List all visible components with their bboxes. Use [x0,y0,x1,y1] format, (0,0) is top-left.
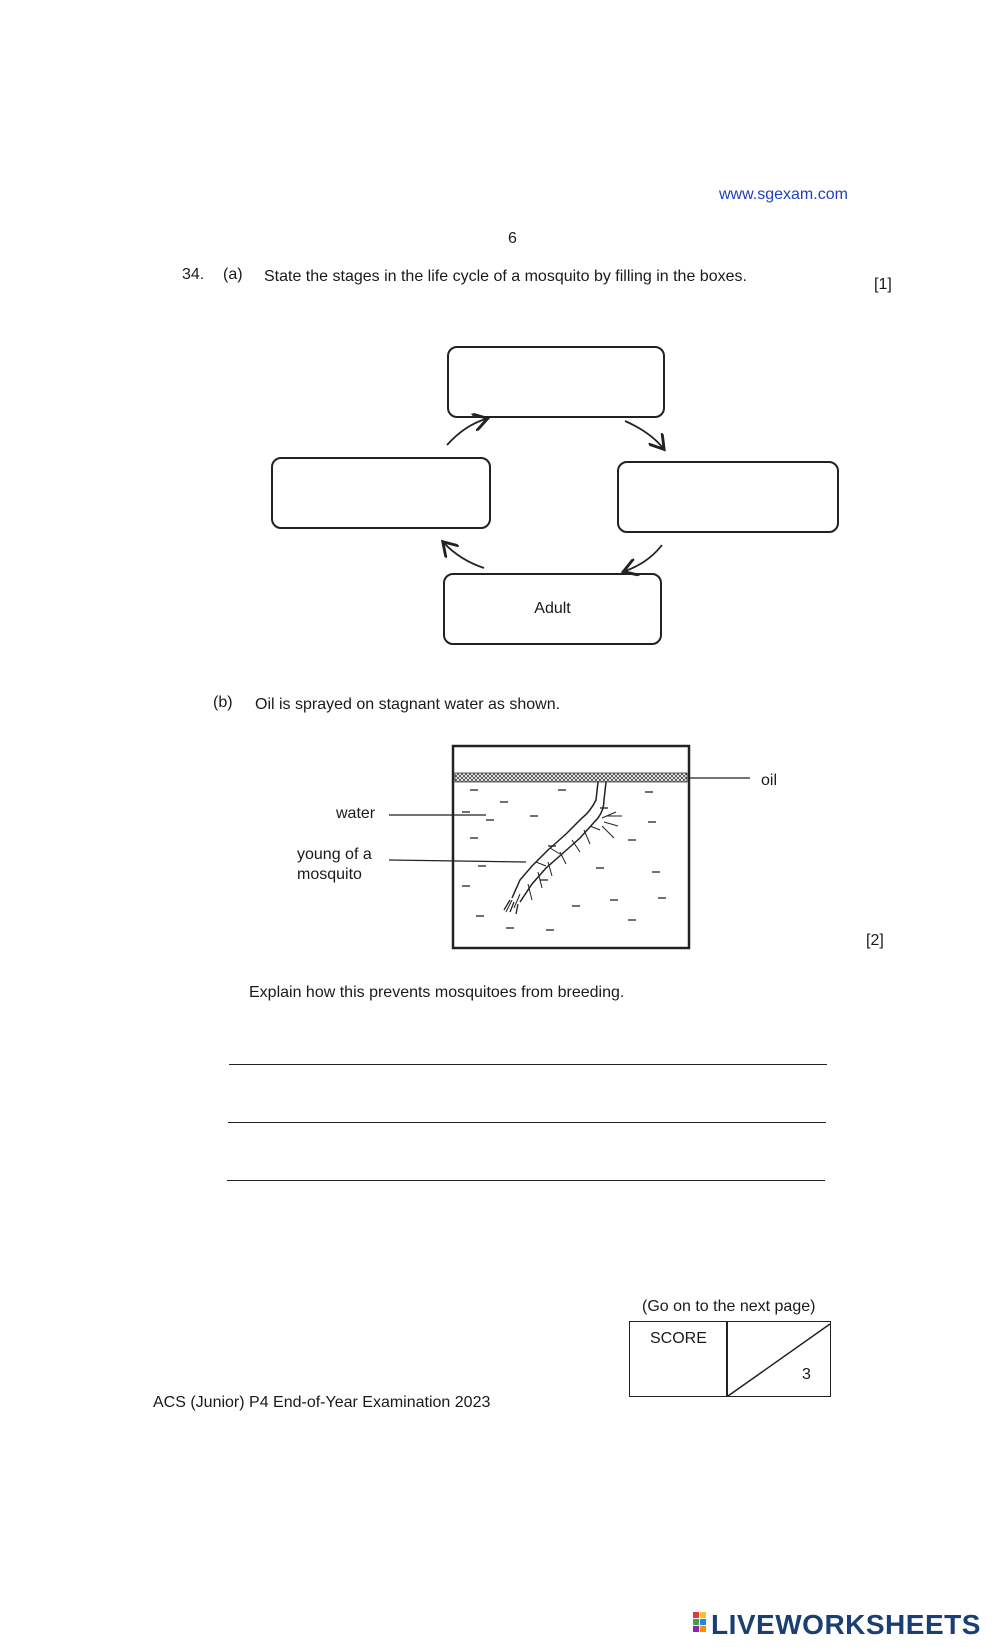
stage-label-adult: Adult [534,600,571,617]
part-a-marks: [1] [874,276,892,293]
part-b-label: (b) [213,694,233,711]
part-b-marks: [2] [866,932,884,949]
oil-layer [455,773,687,782]
answer-line-2[interactable] [228,1092,826,1123]
young-label-line1: young of a [297,846,372,863]
liveworksheets-logo-text: LIVEWORKSHEETS [711,1609,981,1640]
score-label: SCORE [650,1330,707,1347]
answer-line-3[interactable] [227,1150,825,1181]
score-total: 3 [802,1366,811,1383]
water-label: water [336,805,376,822]
page-number: 6 [508,230,517,247]
part-b-prompt: Explain how this prevents mosquitoes from breeding. [249,984,625,1001]
exam-title: ACS (Junior) P4 End-of-Year Examination 2023 [153,1394,491,1411]
young-label-line2: mosquito [297,866,362,883]
answer-line-1[interactable] [229,1034,827,1065]
oil-label: oil [761,772,778,789]
score-diagonal [630,1322,832,1398]
score-box [629,1321,831,1397]
go-on-text: (Go on to the next page) [642,1298,816,1315]
site-url: www.sgexam.com [719,186,848,203]
part-a-text: State the stages in the life cycle of a mosquito by filling in the boxes. [264,268,747,285]
part-a-label: (a) [223,266,243,283]
question-number: 34. [182,266,205,283]
part-b-text: Oil is sprayed on stagnant water as shown. [255,696,561,713]
